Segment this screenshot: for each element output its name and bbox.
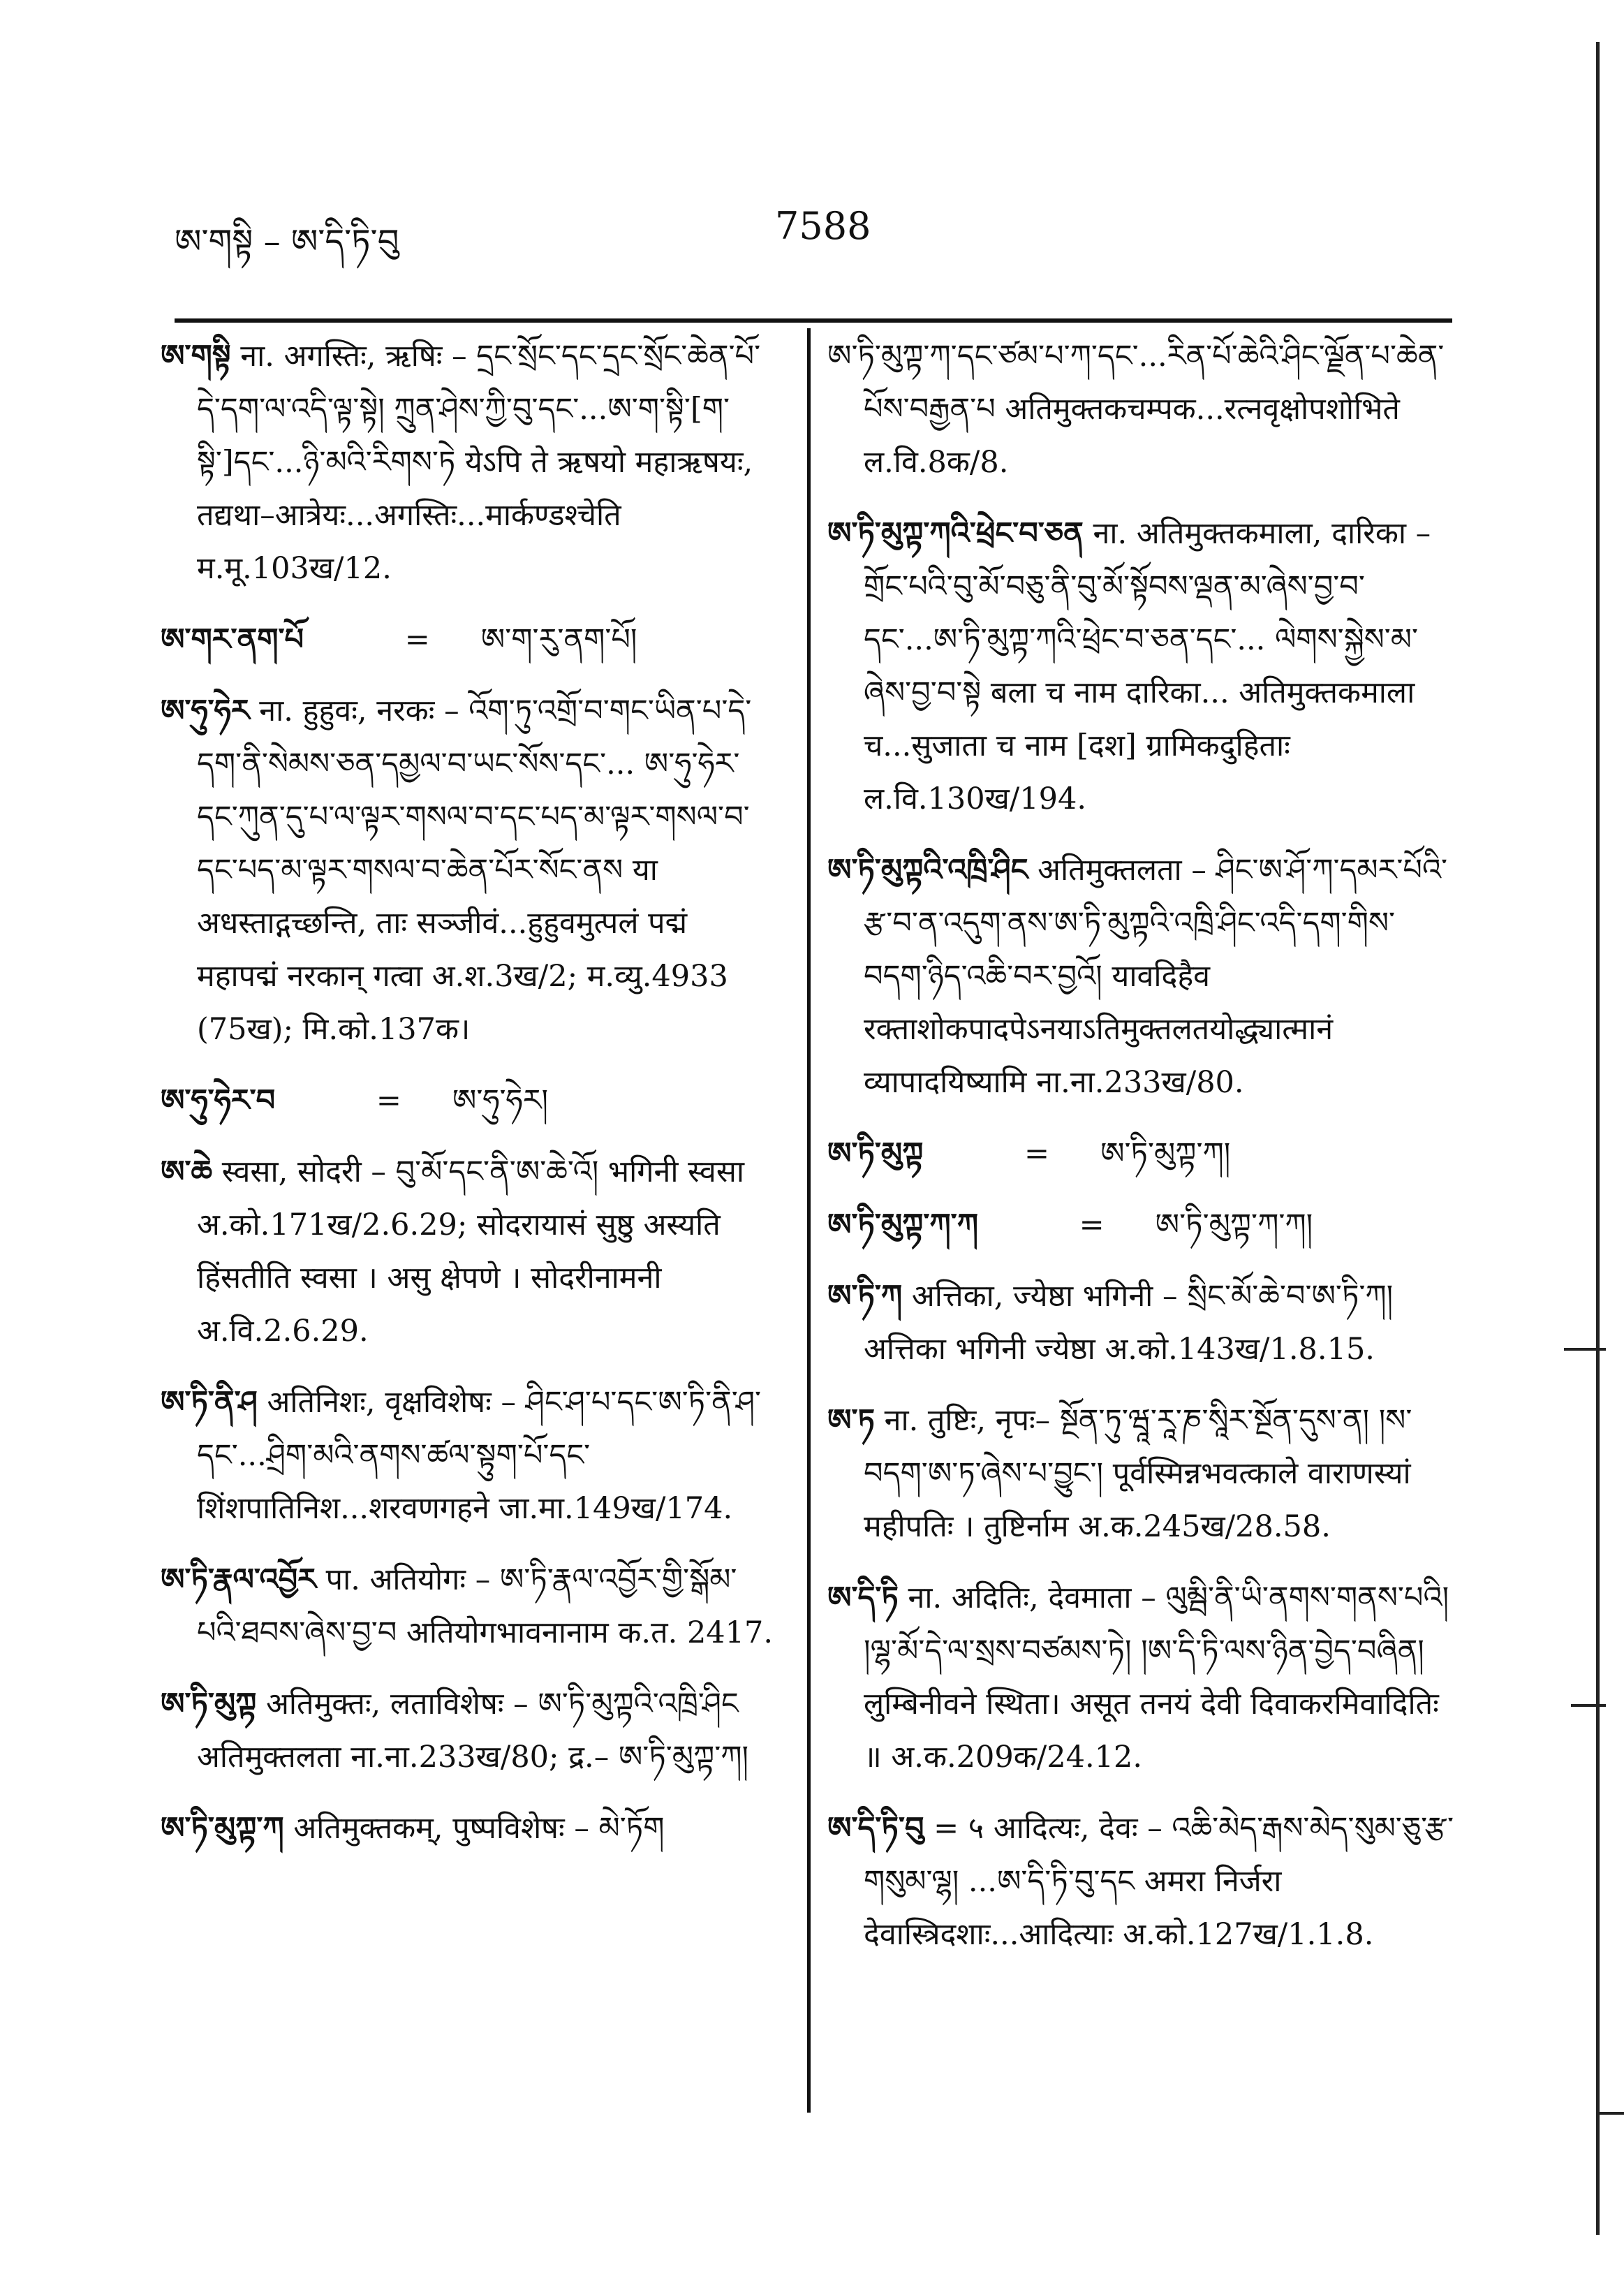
edge-mark	[1571, 1704, 1606, 1707]
edge-mark	[1599, 2112, 1624, 2115]
page-number: 7588	[775, 204, 871, 248]
equals-sign: =	[1024, 1136, 1050, 1171]
dictionary-entry	[827, 1270, 1456, 1376]
entry-definition: अतिनिशः, वृक्षविशेषः – ཤིང་ཤ་པ་དང་ཨ་ཏི་ནི་ཤ་དང་...ཤྲིག་མའི་ནགས་ཚལ་སྟུག་པོ་དང་ शिंशपातिनिश...शरवणगहने जा.मा.149ख/174.	[197, 1385, 762, 1526]
dictionary-entry	[161, 1802, 775, 1855]
headword: ཨ་ཏི་མུཀྟ	[827, 1136, 924, 1171]
dictionary-entry	[161, 1678, 775, 1784]
headword: ཨ་ཏི་རྣལ་འབྱོར	[161, 1562, 316, 1597]
entry-definition: ཨ་ཏི་མུཀྟ་ཀ་དང་ཙམ་པ་ཀ་དང་...རིན་པོ་ཆེའི་ཤིང་ལྗོན་པ་ཆེན་པོས་བརྒྱན་པ अतिमुक्तकचम्पक...रत्नवृक्षोपशोभिते ल.वि.8क/8.	[827, 339, 1445, 480]
headword: ཨ་ཏི་མུཀྟ་ཀའི་ཕྲེང་བ་ཅན	[827, 516, 1084, 551]
headword: ཨ་གསྟི	[161, 339, 231, 374]
dictionary-entry	[827, 1571, 1456, 1784]
headword: ཨ་ཏི་མུཀྟ་ཀ་ཀ	[827, 1208, 978, 1242]
dictionary-entry	[827, 1198, 1456, 1252]
headword: ཨ་ཏི་མུཀྟ	[161, 1687, 257, 1722]
binding-edge	[1596, 42, 1600, 2235]
entry-definition: अतिमुक्तलता – ཤིང་ཨ་ཤོ་ཀ་དམར་པོའི་རྩ་བ་ན་འདུག་ནས་ཨ་ཏི་མུཀྟའི་འཁྲི་ཤིང་འདི་དག་གིས་བདག་ཉིད་འཆི་བར་བྱའོ། यावदिहैव रक्ताशोकपादपेऽनयाऽतिमुक्तलतयोद्ध्यात्मानं व्यापादयिष्यामि ना.ना.233ख/80.	[864, 853, 1448, 1100]
entry-definition: = ५ आदित्यः, देवः – འཆི་མེད་རྒས་མེད་སུམ་ཅུ་རྩ་གསུམ་ལྷ། ...ཨ་དི་ཏི་བུ་དང अमरा निर्जरा देवास्त्रिदशाः...आदित्याः अ.को.127ख/1.1.8.	[864, 1811, 1454, 1952]
dictionary-entry	[161, 1376, 775, 1535]
entry-definition: पा. अतियोगः – ཨ་ཏི་རྣལ་འབྱོར་གྱི་སྒོམ་པའི་ཐབས་ཞེས་བྱ་བ अतियोगभावनानाम क.त. 2417.	[197, 1562, 774, 1650]
right-column	[827, 330, 1456, 1979]
cross-reference: ཨ་ག་རུ་ནག་པོ།	[480, 622, 637, 657]
entry-definition: अतिमुक्तकम्, पुष्पविशेषः – མེ་ཏོག	[293, 1811, 665, 1846]
equals-sign: =	[404, 622, 430, 657]
entry-definition: स्वसा, सोदरी – བུ་མོ་དང་ནི་ཨ་ཆེ་འོ། भगिनी स्वसा अ.को.171ख/2.6.29; सोदरायासं सुष्ठु अस्यति हिंसतीति स्वसा । असु क्षेपणे । सोदरीनामनी अ.वि.2.6.29.	[197, 1154, 745, 1349]
entry-definition: ना. हुहुवः, नरकः – འོག་ཏུ་འགྲོ་བ་གང་ཡིན་པ་དེ་དག་ནི་སེམས་ཅན་དམྱལ་བ་ཡང་སོས་དང་... ཨ་ཧུ་ཧེར་དང་ཀུན་དུ་པ་ལ་ལྟར་གསལ་བ་དང་པད་མ་ལྟར་གསལ་བ་དང་པད་མ་ལྟར་གསལ་བ་ཆེན་པོར་སོང་ནས या अधस्ताद्गच्छन्ति, ताः सञ्जीवं...हुहुवमुत्पलं पद्मं महापद्मं नरकान् गत्वा अ.श.3ख/2; म.व्यु.4933 (75ख); मि.को.137क।	[197, 693, 752, 1047]
dictionary-entry	[827, 1802, 1456, 1961]
dictionary-entry	[827, 1127, 1456, 1180]
dictionary-entry	[161, 613, 775, 666]
entry-definition: ना. तुष्टिः, नृपः– སྔོན་ཏུ་ཝཱ་རཱ་ཎ་སཱིར་སྔོན་དུས་ན། །ས་བདག་ཨ་ཏ་ཞེས་པ་བྱུང་། पूर्वस्मिन्नभवत्काले वाराणस्यां महीपतिः । तुष्टिर्नाम अ.क.245ख/28.58.	[864, 1403, 1412, 1544]
header-rule	[175, 318, 1452, 323]
left-column	[161, 330, 775, 1873]
headword: ཨ་ཏི་ནི་ཤ	[161, 1385, 258, 1420]
column-divider	[807, 328, 811, 2113]
entry-definition: अतिमुक्तः, लताविशेषः – ཨ་ཏི་མུཀྟའི་འཁྲི་ཤིང अतिमुक्तलता ना.ना.233ख/80; द्र.– ཨ་ཏི་མུཀྟ་ཀ།	[197, 1687, 749, 1775]
headword: ཨ་ཏ	[827, 1403, 875, 1438]
headword: ཨ་ཧུ་ཧེར་བ	[161, 1083, 276, 1118]
cross-reference: ཨ་ཏི་མུཀྟ་ཀ།	[1100, 1136, 1231, 1171]
dictionary-entry	[161, 330, 775, 595]
edge-mark	[1564, 1348, 1606, 1351]
headword: ཨ་ཆེ	[161, 1154, 213, 1189]
dictionary-entry	[827, 507, 1456, 825]
dictionary-entry	[161, 1145, 775, 1358]
cross-reference: ཨ་ཏི་མུཀྟ་ཀ་ཀ།	[1155, 1208, 1313, 1242]
dictionary-entry	[827, 1394, 1456, 1553]
headword: ཨ་དི་ཏི་བུ	[827, 1811, 924, 1846]
dictionary-entry	[161, 684, 775, 1056]
headword: ཨ་ཏི་མུཀྟ་ཀ	[161, 1811, 284, 1846]
running-head: ཨ་གསྟི – ཨ་དི་ཏི་བུ	[175, 222, 399, 261]
entry-definition: ना. अगस्तिः, ऋषिः – དྲང་སྲོང་དང་དྲང་སྲོང་ཆེན་པོ་དེ་དག་ལ་འདི་ལྟ་སྟེ། ཀྲུན་ཤེས་ཀྱི་བུ་དང་...ཨ་ག་སྟི་[ག་སྟི་]དང་...ཉི་མའི་རིགས་ཏེ येऽपि ते ऋषयो महाऋषयः, तद्यथा–आत्रेयः...अगस्तिः...मार्कण्डश्चेति म.मू.103ख/12.	[197, 339, 761, 586]
headword: ཨ་དི་ཏི	[827, 1580, 899, 1615]
entry-definition: ना. अदितिः, देवमाता – ལུམྦི་ནི་ཡི་ནགས་གནས་པའི། །ལྷ་མོ་དེ་ལ་སྲས་བཙམས་ཏེ། །ཨ་དི་ཏི་ལས་ཉིན་བྱེད་བཞིན། लुम्बिनीवने स्थिता। असूत तनयं देवी दिवाकरमिवादितिः ॥ अ.क.209क/24.12.	[864, 1580, 1449, 1775]
entry-definition: अत्तिका, ज्येष्ठा भगिनी – སྲིང་མོ་ཆེ་བ་ཨ་ཏི་ཀ། अत्तिका भगिनी ज्येष्ठा अ.को.143ख/1.8.15.	[864, 1279, 1394, 1367]
dictionary-entry	[161, 1553, 775, 1659]
equals-sign: =	[1079, 1208, 1105, 1242]
headword: ཨ་གར་ནག་པོ	[161, 622, 304, 657]
cross-reference: ཨ་ཧུ་ཧེར།	[452, 1083, 549, 1118]
headword: ཨ་ཏི་མུཀྟའི་འཁྲི་ཤིང	[827, 853, 1028, 888]
headword: ཨ་ཏི་ཀ	[827, 1279, 903, 1314]
dictionary-entry	[827, 330, 1456, 489]
dictionary-entry	[161, 1074, 775, 1127]
dictionary-entry	[827, 844, 1456, 1109]
equals-sign: =	[376, 1083, 401, 1118]
entry-definition: ना. अतिमुक्तकमाला, दारिका – གྲོང་པའི་བུ་མོ་བཅུ་ནི་བུ་མོ་སྟོབས་ལྡན་མ་ཞེས་བྱ་བ་དང་...ཨ་ཏི་མུཀྟ་ཀའི་ཕྲེང་བ་ཅན་དང་... ལེགས་སྐྱེས་མ་ཞེས་བྱ་བ་སྟེ बला च नाम दारिका... अतिमुक्तकमाला च...सुजाता च नाम [दश] ग्रामिकदुहिताः ल.वि.130ख/194.	[864, 516, 1431, 816]
headword: ཨ་ཧུ་ཧེར	[161, 693, 250, 728]
